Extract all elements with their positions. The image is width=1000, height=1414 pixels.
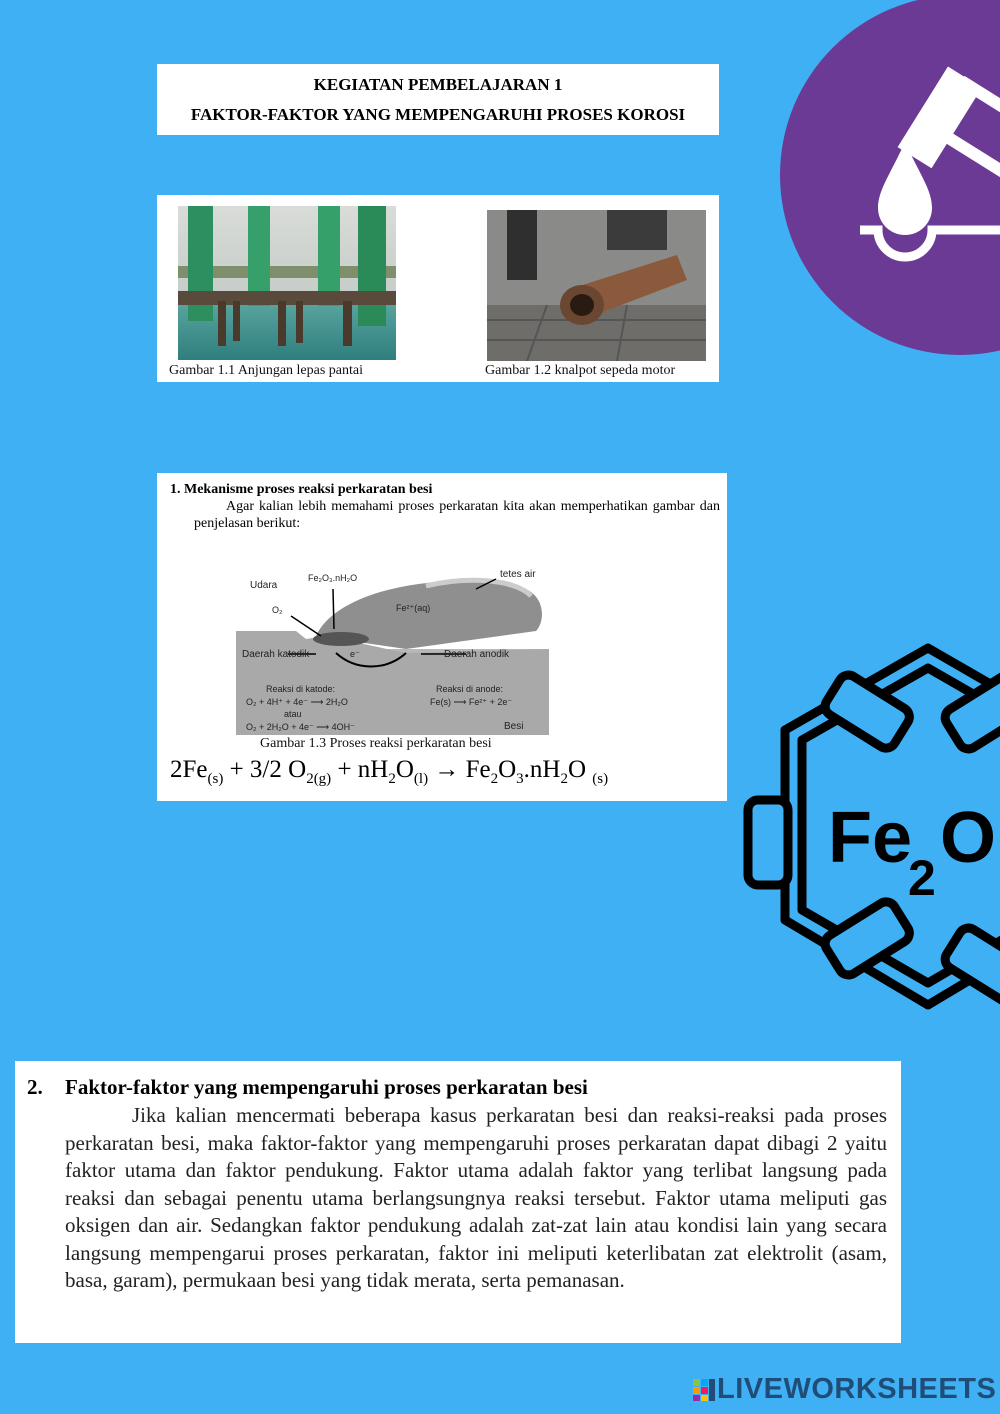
label-udara: Udara [250, 580, 278, 591]
lesson-title: KEGIATAN PEMBELAJARAN 1 [313, 75, 563, 94]
photos-panel [157, 195, 719, 382]
label-katodik: Daerah katodik [242, 649, 310, 660]
label-anode-eq: Fe(s) ⟶ Fe²⁺ + 2e⁻ [430, 697, 513, 707]
mechanism-paragraph: Agar kalian lebih memahami proses perkaratan kita akan memperhatikan gambar dan penjelasan berikut: [194, 499, 720, 531]
diagram-caption: Gambar 1.3 Proses reaksi perkaratan besi [260, 736, 492, 751]
section2-paragraph: Jika kalian mencermati beberapa kasus perkaratan besi dan reaksi-reaksi pada proses perkaratan besi, maka faktor-faktor yang mempengaruhi proses perkaratan dapat dibagi 2 yaitu faktor utama dan faktor pendukung. Faktor utama adalah faktor yang terlibat langsung pada reaksi dan sebagai penentu utama berlangsungnya reaksi tersebut. Faktor utama meliputi gas oksigen dan air. Sedangkan faktor pendukung adalah zat-zat lain atau kondisi lain yang secara langsung mempengarui proses perkaratan, faktor ini meliputi keterlibatan zat elektrolit (asam, basa, garam), permukaan besi yang tidak merata, serta pemanasan. [65, 1103, 887, 1292]
hexagon-molecule-icon [740, 640, 1000, 1040]
motorcycle-exhaust-photo [487, 210, 706, 361]
photo1-caption: Gambar 1.1 Anjungan lepas pantai [169, 363, 364, 378]
label-electron: e⁻ [350, 649, 360, 659]
label-reaksi-anode: Reaksi di anode: [436, 684, 504, 694]
chemistry-drop-icon [860, 50, 1000, 330]
title-panel [157, 64, 719, 135]
label-katode-eq1: O₂ + 4H⁺ + 4e⁻ ⟶ 2H₂O [246, 697, 348, 707]
label-fe2o3: Fe₂O₃.nH₂O [308, 573, 358, 583]
offshore-platform-photo [178, 206, 396, 360]
rust-equation: $2Fe_{(s)} + 3/2$ $O_{2(g)} + nH_2O_{(l)} \to Fe_2O_3.nH_2O$ $_{(s)}$ [170, 756, 609, 787]
lesson-subtitle: FAKTOR-FAKTOR YANG MEMPENGARUHI PROSES KOROSI [190, 105, 686, 124]
brand-text: LIVEWORKSHEETS [717, 1373, 997, 1405]
liveworksheets-brand[interactable] [693, 1373, 996, 1406]
hex-formula-o: O [940, 798, 997, 878]
label-o2: O₂ [272, 605, 283, 615]
label-besi: Besi [504, 721, 524, 732]
hex-formula-fe: Fe [828, 798, 913, 878]
corrosion-diagram [236, 561, 549, 735]
mechanism-panel [157, 473, 727, 801]
section2-heading: Faktor-faktor yang mempengaruhi proses perkaratan besi [65, 1075, 588, 1099]
purple-circle-decoration [780, 0, 1000, 355]
label-katode-eq2: O₂ + 2H₂O + 4e⁻ ⟶ 4OH⁻ [246, 722, 355, 732]
label-reaksi-katode: Reaksi di katode: [266, 684, 336, 694]
label-fe2aq: Fe²⁺(aq) [396, 603, 431, 613]
hex-formula-sub: 2 [908, 850, 936, 906]
section2-number: 2. [27, 1075, 43, 1099]
mechanism-heading: 1. Mekanisme proses reaksi perkaratan besi [170, 482, 433, 497]
label-tetes-air: tetes air [500, 569, 536, 580]
section2-panel [15, 1061, 901, 1343]
label-atau: atau [284, 709, 302, 719]
label-anodik: Daerah anodik [444, 649, 510, 660]
photo2-caption: Gambar 1.2 knalpot sepeda motor [485, 363, 676, 378]
liveworksheets-logo-icon [693, 1379, 715, 1401]
